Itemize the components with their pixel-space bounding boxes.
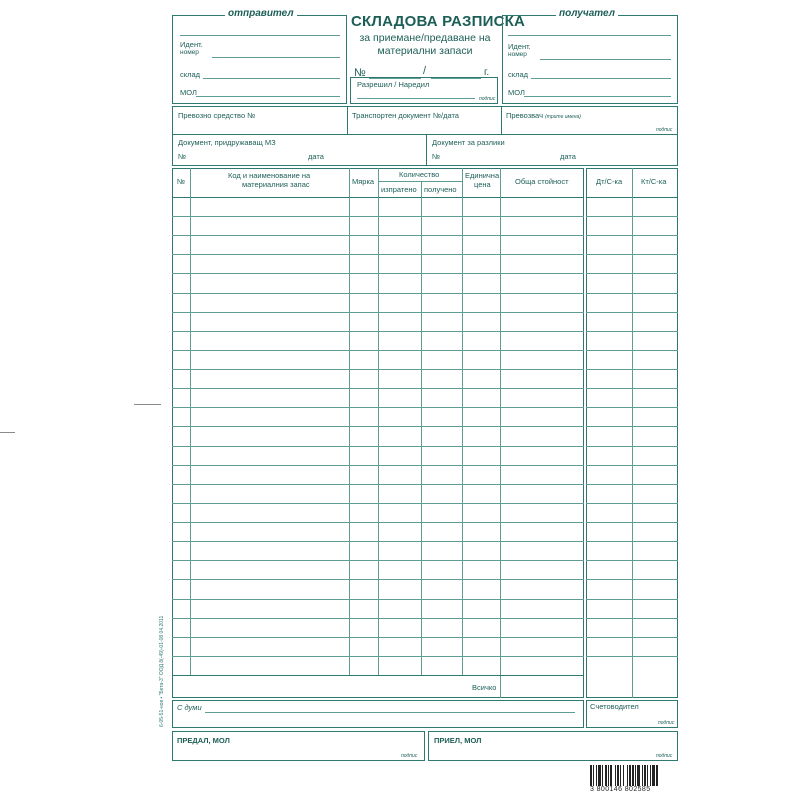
- barcode-bar: [650, 765, 651, 786]
- vehicle-label: Превозно средство №: [178, 111, 256, 120]
- table-row-line: [172, 312, 584, 313]
- barcode-digits: 3 800146 802585: [590, 786, 651, 793]
- recipient-mol-field[interactable]: [524, 96, 671, 97]
- differences-doc-label: Документ за разлики: [432, 138, 505, 147]
- recipient-warehouse-label: склад: [508, 70, 529, 79]
- sender-mol-field[interactable]: [196, 96, 340, 97]
- barcode-bar: [644, 765, 646, 786]
- table-row-line: [586, 426, 678, 427]
- table-row-line: [586, 331, 678, 332]
- recipient-legend: получател: [556, 9, 618, 19]
- barcode: [590, 765, 678, 793]
- table-row-line: [172, 293, 584, 294]
- form-subtitle-line1: за приемане/предаване на: [359, 32, 491, 44]
- recipient-ident-label: Идент.: [508, 42, 531, 51]
- permit-signature-field[interactable]: [357, 98, 475, 99]
- col-price-header-2: цена: [474, 180, 491, 189]
- table-row-line: [172, 465, 584, 466]
- table-row-line: [172, 235, 584, 236]
- accountant-label: Счетоводител: [590, 702, 639, 711]
- table-row-line: [586, 656, 678, 657]
- sender-warehouse-field[interactable]: [203, 78, 340, 79]
- side-print-info: 6-05-51-нов • "Бета-3" ООД 8(-49)-01-08 04.2011: [159, 615, 165, 727]
- sender-ident-label: Идент.: [180, 40, 203, 49]
- barcode-bar: [647, 765, 648, 786]
- words-box: [172, 700, 584, 728]
- barcode-bar: [596, 765, 597, 786]
- barcode-bar: [615, 765, 616, 786]
- number-slash: /: [423, 65, 427, 77]
- table-row-line: [172, 331, 584, 332]
- table-row-line: [172, 369, 584, 370]
- table-row-line: [586, 465, 678, 466]
- barcode-bar: [656, 765, 658, 786]
- permit-label: Разрешил / Нарeдил: [357, 80, 430, 89]
- col-price-header-1: Единична: [465, 171, 500, 180]
- recipient-mol-label: МОЛ: [508, 88, 525, 97]
- table-row-line: [172, 560, 584, 561]
- permit-signature-label: подпис: [479, 96, 496, 102]
- number-label: №: [354, 67, 366, 79]
- table-row-line: [172, 350, 584, 351]
- barcode-bar: [627, 765, 628, 786]
- recipient-ident-field[interactable]: [540, 59, 671, 60]
- sender-mol-label: МОЛ: [180, 88, 197, 97]
- form-subtitle: [352, 32, 498, 58]
- accompanying-no-label: №: [178, 152, 187, 161]
- barcode-bar: [635, 765, 636, 786]
- col-qty-header: Количество: [399, 170, 440, 179]
- table-row-line: [586, 407, 678, 408]
- col-code-header-1: Код и наименование на: [228, 171, 311, 180]
- accountant-signature-label: подпис: [658, 720, 675, 726]
- carrier-signature-label: подпис: [656, 127, 673, 133]
- table-row-line: [586, 541, 678, 542]
- total-label: Всичко: [472, 683, 497, 692]
- table-row-line: [586, 618, 678, 619]
- words-label: С думи: [177, 703, 202, 712]
- table-row-line: [172, 484, 584, 485]
- table-row-line: [586, 369, 678, 370]
- transport-doc-label: Транспортен документ №/дата: [352, 111, 459, 120]
- margin-mark: [0, 432, 15, 433]
- differences-date-label: дата: [560, 152, 576, 161]
- table-row-line: [172, 618, 584, 619]
- differences-no-label: №: [432, 152, 441, 161]
- table-row-line: [586, 216, 678, 217]
- col-kt-header: Кт/С-ка: [641, 177, 667, 186]
- given-signature-label: подпис: [401, 753, 418, 759]
- table-row-line: [586, 273, 678, 274]
- given-label: ПРЕДАЛ, МОЛ: [177, 736, 230, 745]
- table-row-line: [586, 560, 678, 561]
- col-total-header: Обща стойност: [515, 177, 569, 186]
- col-unit-header: Мярка: [352, 177, 375, 186]
- words-field[interactable]: [205, 712, 575, 713]
- table-row-line: [586, 235, 678, 236]
- barcode-bar: [652, 765, 655, 786]
- barcode-bars: [590, 765, 678, 786]
- table-row-line: [172, 599, 584, 600]
- barcode-bar: [623, 765, 624, 786]
- sender-ident-label-2: номер: [180, 49, 199, 56]
- recipient-warehouse-field[interactable]: [531, 78, 671, 79]
- barcode-bar: [632, 765, 634, 786]
- year-label: г.: [484, 67, 490, 78]
- table-row-line: [586, 312, 678, 313]
- table-row-line: [172, 579, 584, 580]
- table-row-line: [172, 388, 584, 389]
- sender-warehouse-label: склад: [180, 70, 201, 79]
- table-row-line: [586, 579, 678, 580]
- barcode-bar: [593, 765, 594, 786]
- barcode-bar: [610, 765, 612, 786]
- barcode-bar: [617, 765, 619, 786]
- form-title: СКЛАДОВА РАЗПИСКА: [351, 13, 526, 30]
- barcode-bar: [605, 765, 607, 786]
- barcode-bar: [590, 765, 592, 786]
- barcode-bar: [608, 765, 609, 786]
- form-subtitle-line2: материални запаси: [377, 45, 473, 58]
- barcode-bar: [629, 765, 631, 786]
- carrier-label: Превозвач (трите имена): [506, 111, 581, 120]
- table-row-line: [172, 503, 584, 504]
- table-row-line: [172, 426, 584, 427]
- col-received-header: получено: [424, 185, 457, 194]
- table-row-line: [586, 484, 678, 485]
- table-row-line: [172, 216, 584, 217]
- table-row-line: [586, 293, 678, 294]
- barcode-bar: [602, 765, 603, 786]
- sender-box: [172, 15, 347, 104]
- barcode-bar: [620, 765, 621, 786]
- table-row-line: [172, 656, 584, 657]
- table-row-line: [172, 407, 584, 408]
- table-row-line: [172, 522, 584, 523]
- table-row-line: [172, 541, 584, 542]
- sender-ident-field[interactable]: [212, 57, 340, 58]
- barcode-bar: [598, 765, 601, 786]
- barcode-bar: [642, 765, 643, 786]
- col-code-header-2: материалния запас: [242, 180, 310, 189]
- table-row-line: [172, 273, 584, 274]
- table-row-line: [586, 637, 678, 638]
- received-label: ПРИЕЛ, МОЛ: [434, 736, 482, 745]
- col-dt-header: Дт/С-ка: [596, 177, 623, 186]
- received-signature-label: подпис: [656, 753, 673, 759]
- accompanying-doc-label: Документ, придружаващ МЗ: [178, 138, 276, 147]
- col-sent-header: изпратено: [381, 185, 417, 194]
- table-row-line: [586, 388, 678, 389]
- table-row-line: [586, 522, 678, 523]
- recipient-ident-label-2: номер: [508, 51, 527, 58]
- table-row-line: [172, 637, 584, 638]
- table-row-line: [172, 254, 584, 255]
- col-no-header: №: [177, 177, 186, 186]
- table-row-line: [586, 350, 678, 351]
- table-row-line: [586, 599, 678, 600]
- sender-legend: отправител: [225, 9, 297, 19]
- accompanying-date-label: дата: [308, 152, 324, 161]
- margin-mark: [134, 404, 161, 405]
- barcode-bar: [637, 765, 640, 786]
- table-row-line: [586, 503, 678, 504]
- table-row-line: [586, 254, 678, 255]
- table-row-line: [586, 446, 678, 447]
- table-row-line: [172, 446, 584, 447]
